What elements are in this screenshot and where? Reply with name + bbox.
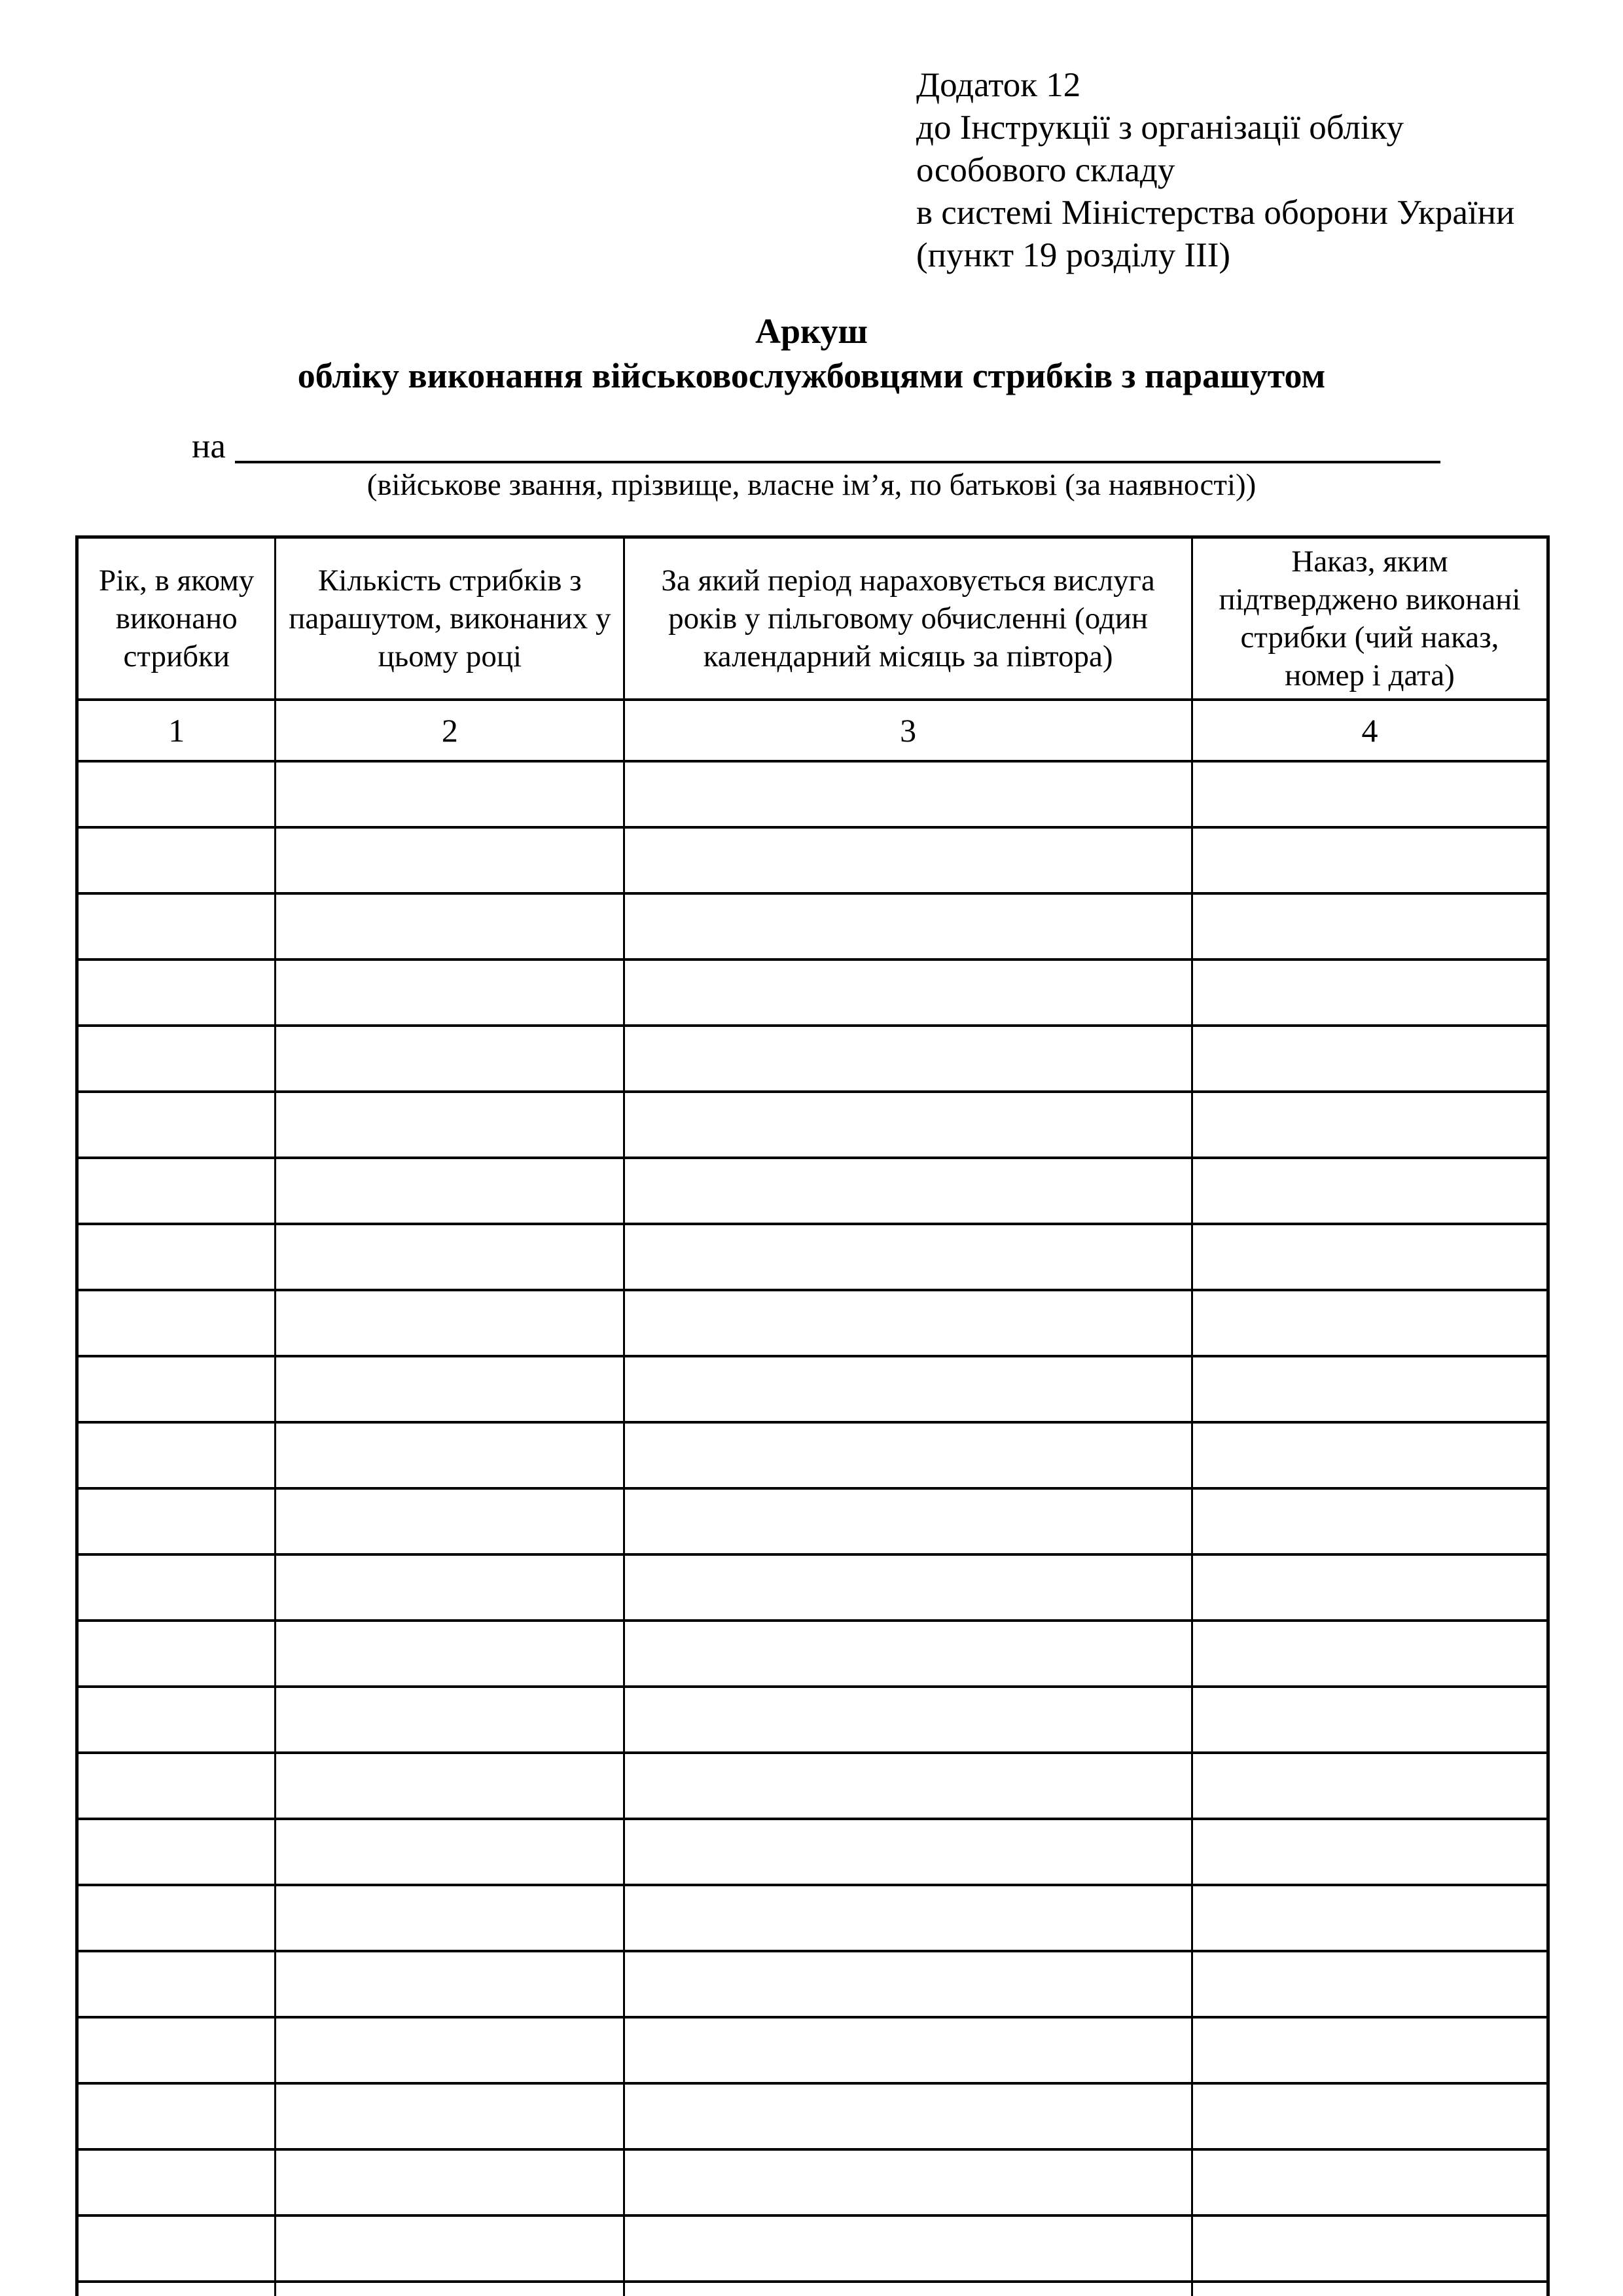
table-row bbox=[77, 960, 1548, 1026]
empty-cell bbox=[624, 2149, 1192, 2215]
empty-cell bbox=[1192, 1554, 1548, 1621]
table-row bbox=[77, 2017, 1548, 2083]
appendix-line: (пункт 19 розділу III) bbox=[916, 236, 1231, 274]
empty-cell bbox=[77, 1092, 276, 1158]
empty-cell bbox=[1192, 2149, 1548, 2215]
table-header-row bbox=[77, 537, 1548, 700]
column-header-year: Рік, в якому виконано стрибки bbox=[77, 537, 276, 700]
empty-cell bbox=[624, 2282, 1192, 2296]
empty-cell bbox=[624, 1158, 1192, 1224]
empty-cell bbox=[77, 2149, 276, 2215]
empty-cell bbox=[276, 1951, 624, 2017]
form-subtitle: обліку виконання військовослужбовцями стрибків з парашутом bbox=[297, 356, 1326, 395]
empty-cell bbox=[624, 761, 1192, 827]
empty-cell bbox=[624, 893, 1192, 960]
column-header-order: Наказ, яким підтверджено виконані стрибки (чий наказ, номер і дата) bbox=[1192, 537, 1548, 700]
empty-cell bbox=[77, 1885, 276, 1951]
empty-cell bbox=[624, 2215, 1192, 2282]
empty-cell bbox=[77, 2083, 276, 2149]
jumps-table-body bbox=[77, 537, 1548, 2296]
empty-cell bbox=[276, 1687, 624, 1753]
empty-cell bbox=[77, 1224, 276, 1290]
empty-cell bbox=[276, 1224, 624, 1290]
table-row bbox=[77, 893, 1548, 960]
empty-cell bbox=[624, 2083, 1192, 2149]
empty-cell bbox=[624, 1092, 1192, 1158]
empty-cell bbox=[77, 1290, 276, 1356]
table-row bbox=[77, 1687, 1548, 1753]
empty-cell bbox=[1192, 1819, 1548, 1885]
form-title-block bbox=[0, 309, 1623, 398]
empty-cell bbox=[624, 1621, 1192, 1687]
empty-cell bbox=[77, 1422, 276, 1488]
empty-cell bbox=[1192, 1687, 1548, 1753]
empty-cell bbox=[624, 960, 1192, 1026]
empty-cell bbox=[1192, 1951, 1548, 2017]
table-row bbox=[77, 1158, 1548, 1224]
appendix-line: Додаток 12 bbox=[916, 66, 1081, 104]
empty-cell bbox=[624, 1290, 1192, 1356]
empty-cell bbox=[276, 1290, 624, 1356]
empty-cell bbox=[624, 1554, 1192, 1621]
table-row bbox=[77, 1753, 1548, 1819]
empty-cell bbox=[276, 1621, 624, 1687]
empty-cell bbox=[624, 1687, 1192, 1753]
empty-cell bbox=[276, 761, 624, 827]
table-row bbox=[77, 1951, 1548, 2017]
appendix-block bbox=[916, 64, 1514, 277]
empty-cell bbox=[77, 2282, 276, 2296]
table-row bbox=[77, 2083, 1548, 2149]
table-row bbox=[77, 1224, 1548, 1290]
empty-cell bbox=[1192, 1026, 1548, 1092]
empty-cell bbox=[77, 960, 276, 1026]
empty-cell bbox=[276, 1885, 624, 1951]
column-number: 4 bbox=[1192, 700, 1548, 761]
empty-cell bbox=[276, 1092, 624, 1158]
empty-cell bbox=[77, 2017, 276, 2083]
column-number-row bbox=[77, 700, 1548, 761]
table-row bbox=[77, 1885, 1548, 1951]
table-row bbox=[77, 827, 1548, 893]
table-row bbox=[77, 1819, 1548, 1885]
table-row bbox=[77, 2215, 1548, 2282]
appendix-line: до Інструкції з організації обліку bbox=[916, 109, 1404, 147]
empty-cell bbox=[1192, 1158, 1548, 1224]
table-row bbox=[77, 1554, 1548, 1621]
empty-cell bbox=[624, 1753, 1192, 1819]
column-header-jump-count: Кількість стрибків з парашутом, виконаних у цьому році bbox=[276, 537, 624, 700]
empty-cell bbox=[624, 1224, 1192, 1290]
empty-cell bbox=[1192, 960, 1548, 1026]
empty-cell bbox=[77, 2215, 276, 2282]
empty-cell bbox=[77, 1819, 276, 1885]
name-line-caption: (військове звання, прізвище, власне ім’я, по батькові (за наявності)) bbox=[366, 468, 1257, 502]
empty-cell bbox=[77, 1621, 276, 1687]
empty-cell bbox=[77, 1687, 276, 1753]
empty-cell bbox=[1192, 893, 1548, 960]
empty-cell bbox=[624, 1026, 1192, 1092]
empty-cell bbox=[276, 1026, 624, 1092]
empty-cell bbox=[276, 2017, 624, 2083]
empty-cell bbox=[624, 827, 1192, 893]
appendix-line: в системі Міністерства оборони України bbox=[916, 194, 1515, 232]
empty-cell bbox=[624, 1422, 1192, 1488]
table-row bbox=[77, 1356, 1548, 1422]
empty-cell bbox=[77, 1356, 276, 1422]
empty-cell bbox=[276, 2149, 624, 2215]
empty-cell bbox=[624, 2017, 1192, 2083]
column-number: 1 bbox=[77, 700, 276, 761]
name-line-prefix: на bbox=[192, 427, 226, 465]
empty-cell bbox=[276, 1488, 624, 1554]
empty-cell bbox=[1192, 1092, 1548, 1158]
empty-cell bbox=[77, 1488, 276, 1554]
empty-cell bbox=[1192, 2083, 1548, 2149]
table-row bbox=[77, 1290, 1548, 1356]
empty-cell bbox=[77, 761, 276, 827]
empty-cell bbox=[624, 1885, 1192, 1951]
table-row bbox=[77, 1621, 1548, 1687]
empty-cell bbox=[1192, 1422, 1548, 1488]
empty-cell bbox=[77, 827, 276, 893]
empty-cell bbox=[1192, 2017, 1548, 2083]
empty-cell bbox=[276, 1158, 624, 1224]
empty-cell bbox=[1192, 1621, 1548, 1687]
empty-cell bbox=[276, 2215, 624, 2282]
table-row bbox=[77, 1488, 1548, 1554]
empty-cell bbox=[1192, 1356, 1548, 1422]
empty-cell bbox=[624, 1951, 1192, 2017]
empty-cell bbox=[276, 1356, 624, 1422]
empty-cell bbox=[276, 1422, 624, 1488]
empty-cell bbox=[276, 1554, 624, 1621]
empty-cell bbox=[1192, 1753, 1548, 1819]
table-row bbox=[77, 1026, 1548, 1092]
empty-cell bbox=[1192, 2282, 1548, 2296]
table-row bbox=[77, 1092, 1548, 1158]
empty-cell bbox=[1192, 761, 1548, 827]
form-title: Аркуш bbox=[755, 312, 868, 351]
empty-cell bbox=[276, 1819, 624, 1885]
empty-cell bbox=[624, 1356, 1192, 1422]
appendix-line: особового складу bbox=[916, 151, 1175, 189]
empty-cell bbox=[1192, 827, 1548, 893]
empty-cell bbox=[276, 960, 624, 1026]
name-line bbox=[192, 425, 1440, 466]
empty-cell bbox=[1192, 2215, 1548, 2282]
column-header-service-period: За який період нараховується вислуга років у пільговому обчисленні (один календарний місяць за півтора) bbox=[624, 537, 1192, 700]
column-number: 2 bbox=[276, 700, 624, 761]
empty-cell bbox=[77, 1753, 276, 1819]
empty-cell bbox=[1192, 1885, 1548, 1951]
table-row bbox=[77, 2149, 1548, 2215]
empty-cell bbox=[276, 2282, 624, 2296]
empty-cell bbox=[1192, 1290, 1548, 1356]
empty-cell bbox=[276, 893, 624, 960]
empty-cell bbox=[77, 1951, 276, 2017]
jumps-record-table bbox=[75, 535, 1550, 2296]
name-blank-line bbox=[235, 425, 1440, 463]
empty-cell bbox=[77, 1026, 276, 1092]
empty-cell bbox=[276, 827, 624, 893]
column-number: 3 bbox=[624, 700, 1192, 761]
empty-cell bbox=[77, 893, 276, 960]
empty-cell bbox=[276, 2083, 624, 2149]
table-row bbox=[77, 761, 1548, 827]
empty-cell bbox=[276, 1753, 624, 1819]
empty-cell bbox=[77, 1554, 276, 1621]
empty-cell bbox=[77, 1158, 276, 1224]
empty-cell bbox=[624, 1819, 1192, 1885]
empty-cell bbox=[1192, 1224, 1548, 1290]
empty-cell bbox=[624, 1488, 1192, 1554]
table-row bbox=[77, 1422, 1548, 1488]
empty-cell bbox=[1192, 1488, 1548, 1554]
table-row bbox=[77, 2282, 1548, 2296]
